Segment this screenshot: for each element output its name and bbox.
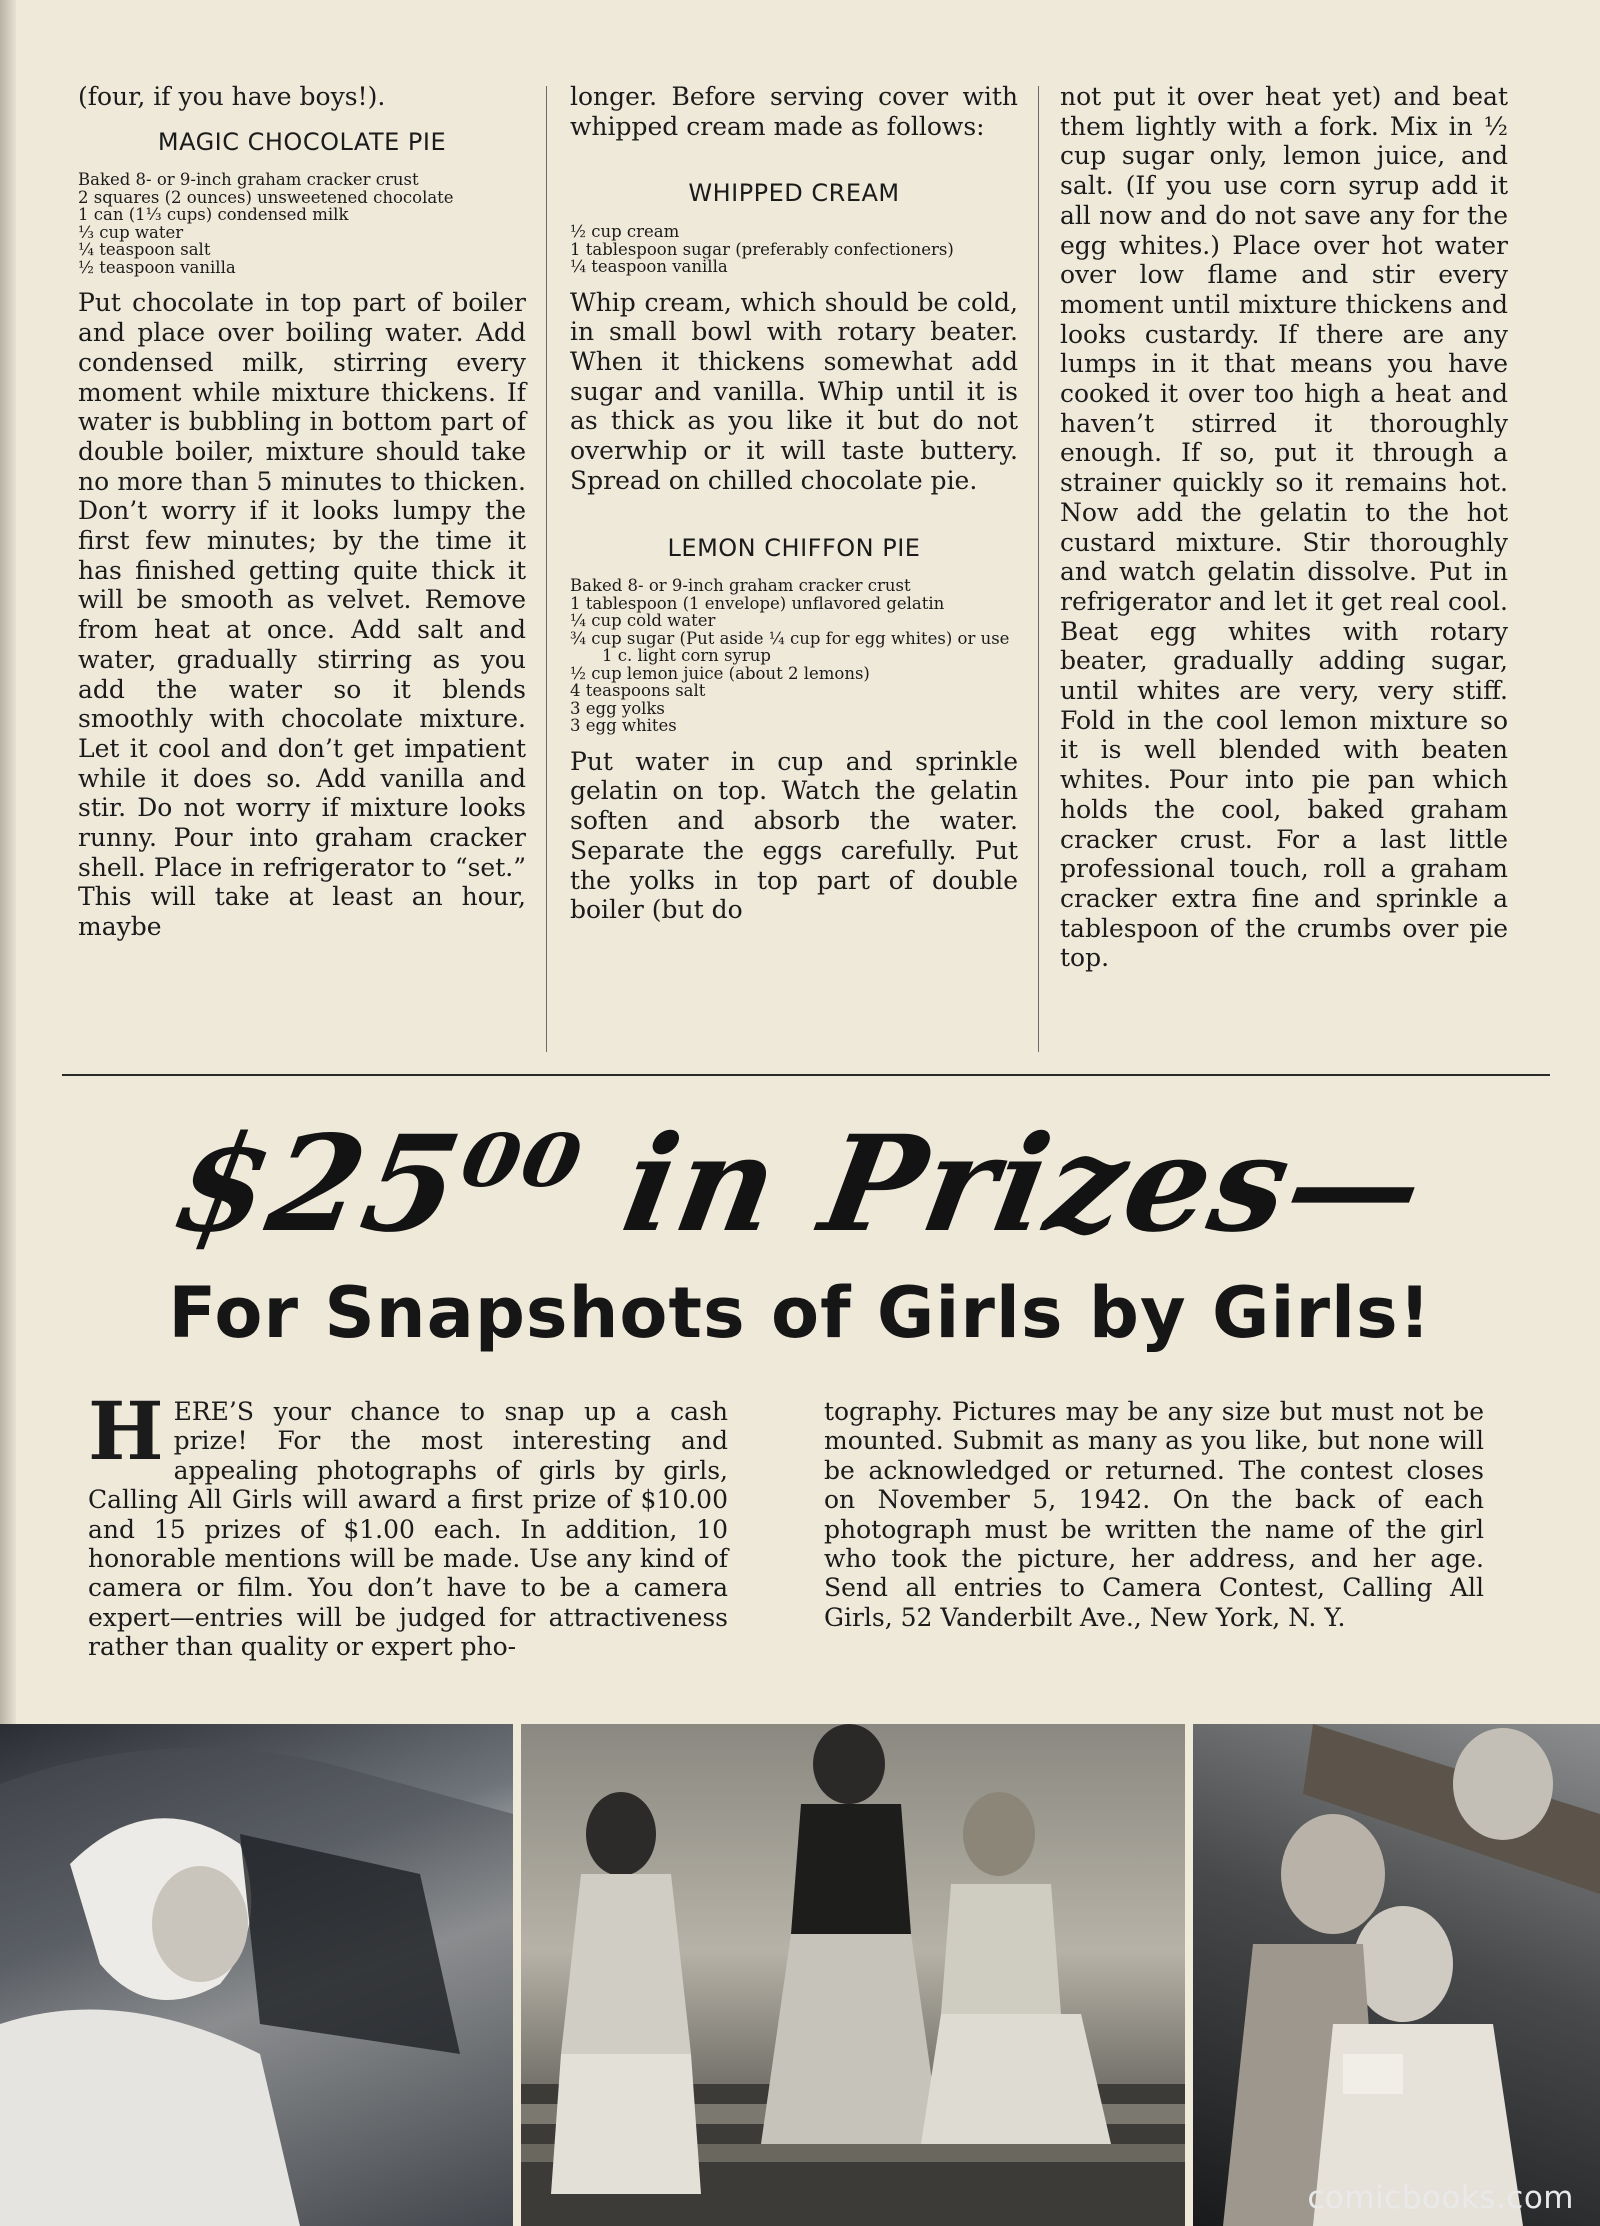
contest-text-1: ERE’S your chance to snap up a cash prize! For the most interesting and appealing photographs of girls by girls, Calling All Girls will award a first prize of $10.00 and 15 prizes of $1.00 each. In addition, 10 honorable mentions will be made. Use any kind of camera or film. You don’t have to be a camera expert—entries will be judged for attractiveness rather than quality or expert pho- (88, 1397, 728, 1662)
magic-chocolate-pie-directions: Put chocolate in top part of boiler and place over boiling water. Add condensed milk, stirring every moment while mixture thickens. If water is bubbling in bottom part of double boiler, mixture should take no more than 5 minutes to thicken. Don’t worry if it looks lumpy the first few minutes; by the time it has finished getting quite thick it will be smooth as velvet. Remove from heat at once. Add salt and water, gradually stirring as you add the water so it blends smoothly with chocolate mixture. Let it cool and don’t get impatient while it does so. Add vanilla and stir. Do not worry if mixture looks runny. Pour into graham cracker shell. Place in refrigerator to “set.” This will take at least an hour, maybe (78, 288, 526, 942)
ingredient-item: 1 tablespoon sugar (preferably confectioners) (570, 239, 954, 259)
photo-three-girls-by-tree (1193, 1724, 1600, 2226)
ingredient-item: 3 egg whites (570, 716, 677, 736)
ingredient-item: ¼ teaspoon vanilla (570, 257, 728, 277)
ingredient-item: 3 egg yolks (570, 698, 665, 718)
lemon-chiffon-pie-title: LEMON CHIFFON PIE (667, 533, 921, 562)
whipped-cream-title: WHIPPED CREAM (688, 179, 900, 208)
ingredient-item: Baked 8- or 9-inch graham cracker crust (78, 170, 419, 190)
ingredient-item: ¾ cup sugar (Put aside ¼ cup for egg whites) or use 1 c. light corn syrup (570, 628, 1010, 666)
ingredient-item: ½ cup lemon juice (about 2 lemons) (570, 663, 870, 683)
ingredient-item: 4 teaspoons salt (570, 681, 706, 701)
ingredient-item: 1 can (1⅓ cups) condensed milk (78, 205, 349, 225)
recipe-column-2 (570, 82, 1018, 925)
lemon-chiffon-pie-ingredients (570, 577, 1018, 735)
ingredient-item: ½ teaspoon vanilla (78, 257, 236, 277)
column-divider (1038, 86, 1039, 1052)
ingredient-item: ½ cup cream (570, 222, 680, 242)
lemon-chiffon-pie-directions-continued: not put it over heat yet) and beat them lightly with a fork. Mix in ½ cup sugar only, lemon juice, and salt. (If you use corn syrup add it all now and do not save any for the egg whites.) Place over hot water over low flame and stir every moment until mixture thickens and looks custardy. If there are any lumps in it that means you have cooked it over too high a heat and haven’t stirred it thoroughly enough. If so, put it through a strainer quickly so it remains hot. Now add the gelatin to the hot custard mixture. Stir thoroughly and watch gelatin dissolve. Put in refrigerator and let it get real cool. Beat egg whites with rotary beater, gradually adding sugar, until whites are very, very stiff. Fold in the cool lemon mixture so it is well blended with beaten whites. Pour into pie pan which holds the cool, baked graham cracker crust. For a last little professional touch, roll a graham cracker extra fine and sprinkle a tablespoon of the crumbs over pie top. (1060, 82, 1508, 973)
photo-girl-taking-snapshot (521, 1724, 1185, 2226)
lemon-chiffon-pie-directions: Put water in cup and sprinkle gelatin on top. Watch the gelatin soften and absorb the water. Separate the eggs carefully. Put the yolks in top part of double boiler (but do (570, 746, 1018, 925)
watermark: comicbooks.com (1307, 2180, 1574, 2216)
ingredient-item: ⅓ cup water (78, 222, 184, 242)
whipped-cream-ingredients (570, 223, 1018, 276)
photo-girl-in-car-window (0, 1724, 513, 2226)
ingredient-item: ¼ teaspoon salt (78, 240, 211, 260)
whipped-cream-directions: Whip cream, which should be cold, in small bowl with rotary beater. When it thickens somewhat add sugar and vanilla. Whip until it is as thick as you like it but do not overwhip or it will taste buttery. Spread on chilled chocolate pie. (570, 287, 1018, 495)
magic-chocolate-pie-ingredients (78, 171, 526, 276)
contest-heading: For Snapshots of Girls by Girls! (168, 1272, 1432, 1354)
recipe-column-3 (1060, 82, 1508, 973)
contest-column-1 (88, 1384, 728, 1662)
drop-cap: H (88, 1384, 164, 1478)
ingredient-item: 1 tablespoon (1 envelope) unflavored gelatin (570, 593, 945, 613)
ingredient-item: ¼ cup cold water (570, 611, 716, 631)
ingredient-item: Baked 8- or 9-inch graham cracker crust (570, 576, 911, 596)
contest-column-2 (824, 1397, 1484, 1632)
prize-headline: $25⁰⁰ in Prizes— (163, 1107, 1437, 1262)
recipe-column-1 (78, 82, 526, 942)
column-divider (546, 86, 547, 1052)
magic-chocolate-pie-title: MAGIC CHOCOLATE PIE (157, 127, 447, 156)
col2-intro-text: longer. Before serving cover with whipped cream made as follows: (570, 82, 1018, 141)
contest-rules-part-1 (88, 1384, 728, 1662)
section-divider-rule (62, 1074, 1550, 1076)
col1-intro-text: (four, if you have boys!). (78, 82, 386, 111)
ingredient-item: 2 squares (2 ounces) unsweetened chocolate (78, 187, 454, 207)
contest-text-2: tography. Pictures may be any size but must not be mounted. Submit as many as you like, but none will be acknowledged or returned. The contest closes on November 5, 1942. On the back of each photograph must be written the name of the girl who took the picture, her address, and her age. Send all entries to Camera Contest, Calling All Girls, 52 Vanderbilt Ave., New York, N. Y. (824, 1397, 1484, 1632)
